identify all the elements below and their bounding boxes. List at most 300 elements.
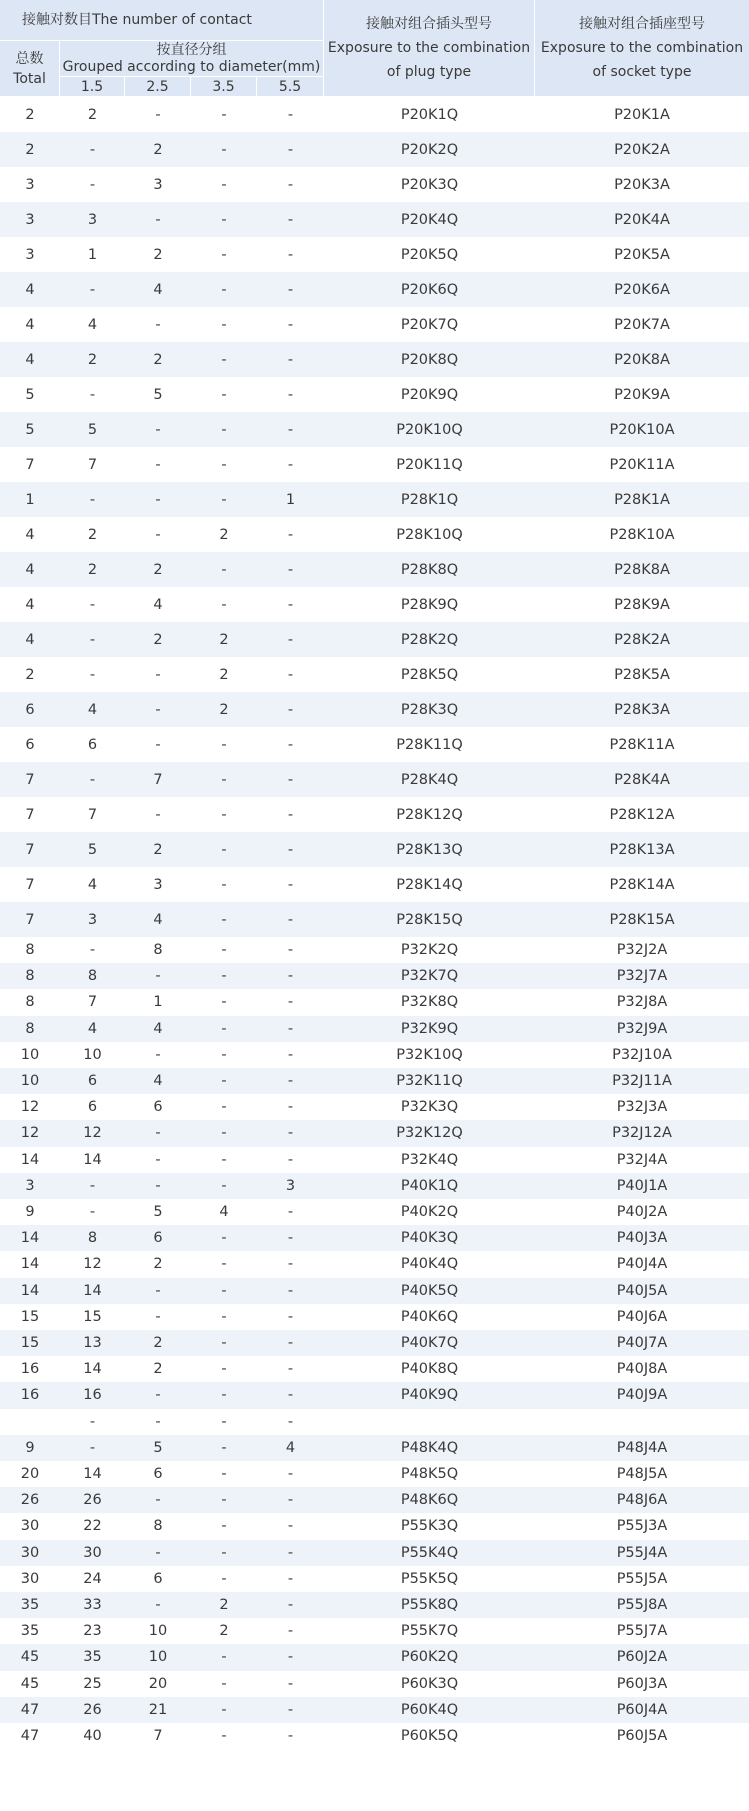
cell-d1-5: 13: [83, 1335, 102, 1352]
cell-socket-type: P40J5A: [616, 1282, 668, 1299]
cell-d3-5: -: [221, 1020, 227, 1037]
cell-d5-5: -: [287, 1597, 294, 1614]
cell-d2-5: -: [155, 106, 161, 123]
cell-d3-5: -: [221, 968, 227, 985]
cell-d1-5: 30: [83, 1544, 102, 1561]
cell-total: [0, 1409, 60, 1435]
cell-d5-5: -: [287, 106, 294, 123]
cell-d5-5: -: [287, 1544, 294, 1561]
cell-d5-5: -: [287, 841, 294, 858]
cell-d3-5: -: [221, 1361, 227, 1378]
cell-d5-5: -: [287, 994, 294, 1011]
cell-d3-5: 2: [219, 701, 229, 718]
cell-d2-5: 5: [153, 386, 163, 403]
cell-total: 47: [20, 1728, 40, 1745]
cell-d3-5: -: [221, 456, 227, 473]
cell-d1-5: 22: [83, 1518, 102, 1535]
cell-d3-5: -: [221, 1335, 227, 1352]
cell-plug-type: P20K11Q: [396, 456, 463, 473]
cell-socket-type: P55J3A: [616, 1518, 668, 1535]
cell-d5-5: -: [287, 1518, 294, 1535]
cell-total: 14: [20, 1230, 40, 1247]
cell-total: 8: [25, 994, 35, 1011]
cell-plug-type: P20K8Q: [400, 351, 459, 368]
cell-d3-5: -: [221, 176, 227, 193]
cell-d3-5: -: [221, 942, 227, 959]
cell-total: 35: [20, 1623, 40, 1640]
cell-d5-5: -: [287, 1335, 294, 1352]
cell-d2-5: 3: [153, 876, 163, 893]
cell-d5-5: -: [287, 666, 294, 683]
cell-plug-type: P20K4Q: [400, 211, 459, 228]
cell-d2-5: -: [155, 1492, 161, 1509]
cell-socket-type: P28K2A: [614, 631, 670, 648]
cell-d2-5: 8: [153, 1518, 163, 1535]
cell-d1-5: 3: [87, 211, 98, 228]
cell-d5-5: -: [287, 1728, 294, 1745]
cell-d1-5: -: [89, 666, 96, 683]
cell-socket-type: P20K7A: [614, 316, 670, 333]
cell-total: 7: [25, 876, 35, 893]
cell-socket-type: P32J10A: [612, 1046, 672, 1063]
cell-plug-type: P32K7Q: [400, 968, 459, 985]
cell-d1-5: 6: [87, 1099, 98, 1116]
cell-total: 2: [25, 666, 35, 683]
header-grouped-cn: 按直径分组: [156, 41, 227, 58]
cell-d5-5: -: [287, 631, 294, 648]
cell-plug-type: P32K4Q: [400, 1151, 459, 1168]
cell-plug-type: P28K13Q: [396, 841, 463, 858]
cell-socket-type: P32J8A: [616, 994, 668, 1011]
cell-d2-5: 2: [153, 841, 163, 858]
cell-d3-5: -: [221, 1256, 227, 1273]
cell-d3-5: 2: [219, 526, 229, 543]
cell-d5-5: -: [287, 806, 294, 823]
cell-socket-type: P28K1A: [614, 491, 670, 508]
cell-d3-5: -: [221, 911, 227, 928]
cell-total: 4: [25, 596, 35, 613]
cell-total: 3: [25, 246, 35, 263]
cell-plug-type: P28K5Q: [400, 666, 459, 683]
cell-plug-type: P32K3Q: [400, 1099, 459, 1116]
cell-d2-5: -: [155, 968, 161, 985]
cell-d1-5: 12: [83, 1256, 102, 1273]
cell-d2-5: -: [155, 666, 161, 683]
cell-plug-type: P20K5Q: [400, 246, 459, 263]
cell-plug-type: P40K7Q: [400, 1335, 459, 1352]
cell-socket-type: P40J7A: [616, 1335, 668, 1352]
cell-d2-5: -: [155, 736, 161, 753]
cell-total: 30: [20, 1544, 40, 1561]
cell-d5-5: -: [287, 176, 294, 193]
cell-d1-5: 6: [87, 1073, 98, 1090]
cell-total: 14: [20, 1282, 40, 1299]
cell-socket-type: P55J7A: [616, 1623, 668, 1640]
header-contact-count: 接触对数目The number of contact: [0, 0, 323, 40]
cell-plug-type: P20K10Q: [396, 421, 463, 438]
cell-d3-5: -: [221, 1387, 227, 1404]
cell-d5-5: -: [287, 1361, 294, 1378]
cell-socket-type: P40J2A: [616, 1204, 668, 1221]
cell-d3-5: -: [221, 596, 227, 613]
cell-d3-5: -: [221, 561, 227, 578]
cell-total: 45: [20, 1675, 40, 1692]
cell-d1-5: 33: [83, 1597, 102, 1614]
cell-d1-5: 10: [83, 1046, 102, 1063]
cell-d1-5: 15: [83, 1308, 102, 1325]
cell-plug-type: P55K4Q: [400, 1544, 459, 1561]
cell-socket-type: P32J11A: [612, 1073, 672, 1090]
cell-total: 7: [25, 771, 35, 788]
cell-d2-5: 6: [153, 1230, 163, 1247]
cell-total: 8: [25, 968, 35, 985]
cell-d2-5: 2: [153, 246, 163, 263]
header-diameter-3-5: 3.5: [191, 77, 256, 96]
cell-d5-5: -: [287, 596, 294, 613]
cell-plug-type: P28K15Q: [396, 911, 463, 928]
cell-socket-type: P60J4A: [616, 1701, 668, 1718]
header-socket-type: [535, 0, 749, 96]
cell-d2-5: 2: [153, 1335, 163, 1352]
cell-total: 30: [20, 1570, 40, 1587]
cell-plug-type: P28K4Q: [400, 771, 459, 788]
cell-d5-5: -: [287, 386, 294, 403]
cell-socket-type: P32J9A: [616, 1020, 668, 1037]
cell-d3-5: -: [221, 1649, 227, 1666]
cell-plug-type: P55K3Q: [400, 1518, 459, 1535]
cell-d2-5: 2: [153, 141, 163, 158]
cell-d5-5: -: [287, 1046, 294, 1063]
cell-total: 6: [25, 736, 35, 753]
cell-plug-type: P60K4Q: [400, 1701, 459, 1718]
cell-socket-type: P28K9A: [614, 596, 670, 613]
cell-total: 4: [25, 526, 35, 543]
cell-total: 47: [20, 1701, 40, 1718]
cell-d3-5: -: [221, 1492, 227, 1509]
cell-d3-5: -: [221, 106, 227, 123]
cell-d5-5: 3: [285, 1177, 296, 1194]
cell-d2-5: 2: [153, 631, 163, 648]
cell-socket-type: P20K1A: [614, 106, 670, 123]
cell-d2-5: -: [155, 491, 161, 508]
cell-total: 3: [25, 211, 35, 228]
cell-socket-type: P32J3A: [616, 1099, 668, 1116]
cell-plug-type: P40K2Q: [400, 1204, 459, 1221]
cell-d5-5: -: [287, 1492, 294, 1509]
cell-d2-5: 7: [153, 1728, 163, 1745]
cell-socket-type: P28K5A: [614, 666, 670, 683]
header-socket-cn: 接触对组合插座型号: [579, 16, 705, 32]
cell-plug-type: P40K6Q: [400, 1308, 459, 1325]
cell-d5-5: -: [287, 1099, 294, 1116]
cell-d1-5: 2: [87, 351, 98, 368]
cell-d2-5: 8: [153, 942, 163, 959]
cell-d2-5: -: [155, 1125, 161, 1142]
cell-d2-5: 4: [153, 1020, 163, 1037]
cell-d1-5: -: [89, 596, 96, 613]
header-diameter-5-5: 5.5: [257, 77, 323, 96]
cell-d2-5: 2: [153, 561, 163, 578]
cell-d1-5: 40: [83, 1728, 102, 1745]
cell-total: 20: [20, 1466, 40, 1483]
cell-plug-type: P32K10Q: [396, 1046, 463, 1063]
cell-d1-5: 14: [83, 1282, 102, 1299]
cell-d1-5: 25: [83, 1675, 102, 1692]
cell-d3-5: -: [221, 771, 227, 788]
cell-d2-5: -: [155, 1597, 161, 1614]
cell-d1-5: 2: [87, 561, 98, 578]
header-socket-en-line2: of socket type: [592, 64, 692, 80]
cell-d5-5: -: [287, 1308, 294, 1325]
cell-d2-5: 1: [153, 994, 163, 1011]
cell-d2-5: 21: [148, 1701, 168, 1718]
cell-plug-type: P48K5Q: [400, 1466, 459, 1483]
cell-d2-5: 2: [153, 1256, 163, 1273]
cell-d1-5: 26: [83, 1492, 102, 1509]
header-plug-type: [324, 0, 534, 96]
cell-total: 5: [25, 386, 35, 403]
cell-total: 7: [25, 456, 35, 473]
cell-d3-5: -: [221, 1518, 227, 1535]
cell-d3-5: -: [221, 491, 227, 508]
cell-d2-5: 7: [153, 771, 163, 788]
cell-socket-type: P28K10A: [609, 526, 675, 543]
cell-d2-5: -: [155, 701, 161, 718]
cell-socket-type: P40J1A: [616, 1177, 668, 1194]
cell-d5-5: -: [287, 1570, 294, 1587]
cell-total: 10: [20, 1046, 40, 1063]
cell-d5-5: -: [287, 1230, 294, 1247]
cell-socket-type: P32J4A: [616, 1151, 668, 1168]
cell-total: 8: [25, 1020, 35, 1037]
cell-d3-5: -: [221, 1099, 227, 1116]
cell-plug-type: P32K2Q: [400, 942, 459, 959]
cell-socket-type: P20K6A: [614, 281, 670, 298]
cell-d2-5: -: [155, 1282, 161, 1299]
cell-socket-type: P28K11A: [609, 736, 675, 753]
cell-d3-5: -: [221, 1151, 227, 1168]
cell-d3-5: -: [221, 281, 227, 298]
cell-total: 2: [25, 141, 35, 158]
cell-d5-5: -: [287, 316, 294, 333]
cell-d2-5: -: [155, 1046, 161, 1063]
header-total-cn: 总数: [15, 50, 44, 67]
cell-plug-type: P20K6Q: [400, 281, 459, 298]
cell-total: 30: [20, 1518, 40, 1535]
cell-d5-5: -: [287, 1020, 294, 1037]
cell-d5-5: -: [287, 1623, 294, 1640]
cell-d5-5: -: [287, 1073, 294, 1090]
cell-d5-5: -: [287, 1466, 294, 1483]
cell-d1-5: -: [89, 281, 96, 298]
cell-d1-5: 24: [83, 1570, 102, 1587]
cell-socket-type: P60J3A: [616, 1675, 668, 1692]
cell-d1-5: 26: [83, 1701, 102, 1718]
cell-d3-5: -: [221, 1230, 227, 1247]
cell-d5-5: -: [287, 211, 294, 228]
cell-d1-5: 6: [87, 736, 98, 753]
cell-d1-5: 2: [87, 526, 98, 543]
cell-d1-5: 5: [87, 841, 98, 858]
cell-d5-5: 1: [285, 491, 296, 508]
cell-total: 16: [20, 1387, 40, 1404]
cell-d1-5: 12: [83, 1125, 102, 1142]
cell-total: 9: [25, 1204, 35, 1221]
cell-d1-5: 7: [87, 994, 98, 1011]
cell-total: 3: [25, 1177, 35, 1194]
cell-d5-5: -: [287, 281, 294, 298]
cell-d3-5: -: [221, 1046, 227, 1063]
cell-d1-5: 2: [87, 106, 98, 123]
cell-plug-type: P48K4Q: [400, 1439, 459, 1456]
cell-plug-type: P28K3Q: [400, 701, 459, 718]
cell-d2-5: -: [155, 1151, 161, 1168]
cell-plug-type: [324, 1409, 535, 1435]
cell-d2-5: -: [155, 1413, 161, 1430]
cell-d1-5: -: [89, 141, 96, 158]
cell-plug-type: P28K14Q: [396, 876, 463, 893]
cell-plug-type: P20K1Q: [400, 106, 459, 123]
cell-socket-type: P28K3A: [614, 701, 670, 718]
cell-d1-5: 8: [87, 968, 98, 985]
cell-socket-type: P20K5A: [614, 246, 670, 263]
cell-d3-5: -: [221, 316, 227, 333]
cell-d3-5: 2: [219, 1597, 229, 1614]
cell-socket-type: [535, 1409, 749, 1435]
cell-d1-5: 14: [83, 1151, 102, 1168]
cell-d3-5: -: [221, 1570, 227, 1587]
cell-socket-type: P28K4A: [614, 771, 670, 788]
cell-d2-5: -: [155, 1544, 161, 1561]
cell-plug-type: P32K9Q: [400, 1020, 459, 1037]
cell-d1-5: -: [89, 386, 96, 403]
header-grouped: [60, 41, 323, 76]
cell-socket-type: P20K9A: [614, 386, 670, 403]
cell-d3-5: -: [221, 806, 227, 823]
cell-socket-type: P20K2A: [614, 141, 670, 158]
cell-socket-type: P48J6A: [616, 1492, 668, 1509]
cell-d2-5: -: [155, 421, 161, 438]
cell-total: 1: [25, 491, 35, 508]
cell-d5-5: -: [287, 968, 294, 985]
cell-total: 7: [25, 911, 35, 928]
cell-d2-5: 6: [153, 1466, 163, 1483]
cell-d5-5: -: [287, 736, 294, 753]
cell-socket-type: P28K8A: [614, 561, 670, 578]
cell-plug-type: P20K7Q: [400, 316, 459, 333]
cell-d5-5: -: [287, 911, 294, 928]
cell-d3-5: -: [221, 141, 227, 158]
cell-d5-5: -: [287, 1151, 294, 1168]
cell-plug-type: P60K2Q: [400, 1649, 459, 1666]
cell-d3-5: -: [221, 994, 227, 1011]
cell-d5-5: -: [287, 1387, 294, 1404]
cell-socket-type: P60J2A: [616, 1649, 668, 1666]
cell-socket-type: P28K15A: [609, 911, 675, 928]
header-total-en: Total: [13, 70, 46, 87]
cell-socket-type: P40J6A: [616, 1308, 668, 1325]
cell-total: 9: [25, 1439, 35, 1456]
cell-d3-5: 2: [219, 666, 229, 683]
cell-socket-type: P40J3A: [616, 1230, 668, 1247]
cell-total: 3: [25, 176, 35, 193]
cell-d3-5: -: [221, 1544, 227, 1561]
cell-d2-5: 10: [148, 1649, 168, 1666]
cell-socket-type: P20K10A: [609, 421, 675, 438]
cell-d2-5: 2: [153, 1361, 163, 1378]
cell-d5-5: -: [287, 421, 294, 438]
cell-d5-5: -: [287, 1675, 294, 1692]
cell-total: 7: [25, 841, 35, 858]
cell-d2-5: 4: [153, 1073, 163, 1090]
cell-plug-type: P60K3Q: [400, 1675, 459, 1692]
cell-d1-5: -: [89, 491, 96, 508]
cell-d2-5: 4: [153, 596, 163, 613]
cell-d1-5: 7: [87, 806, 98, 823]
cell-total: 4: [25, 631, 35, 648]
cell-socket-type: P28K14A: [609, 876, 675, 893]
cell-d3-5: -: [221, 421, 227, 438]
cell-plug-type: P28K8Q: [400, 561, 459, 578]
cell-plug-type: P28K9Q: [400, 596, 459, 613]
cell-plug-type: P20K3Q: [400, 176, 459, 193]
cell-d3-5: -: [221, 386, 227, 403]
cell-d1-5: 5: [87, 421, 98, 438]
cell-socket-type: P40J9A: [616, 1387, 668, 1404]
cell-total: 5: [25, 421, 35, 438]
cell-d3-5: -: [221, 736, 227, 753]
cell-d1-5: -: [89, 1204, 96, 1221]
cell-d2-5: -: [155, 1177, 161, 1194]
cell-d1-5: 7: [87, 456, 98, 473]
cell-d2-5: 4: [153, 281, 163, 298]
cell-plug-type: P28K11Q: [396, 736, 463, 753]
cell-d3-5: -: [221, 841, 227, 858]
cell-d3-5: 2: [219, 1623, 229, 1640]
cell-d1-5: -: [89, 1439, 96, 1456]
cell-plug-type: P48K6Q: [400, 1492, 459, 1509]
cell-plug-type: P32K11Q: [396, 1073, 463, 1090]
cell-d1-5: -: [89, 1177, 96, 1194]
cell-d1-5: -: [89, 1413, 96, 1430]
cell-plug-type: P40K9Q: [400, 1387, 459, 1404]
cell-plug-type: P40K8Q: [400, 1361, 459, 1378]
cell-socket-type: P28K12A: [609, 806, 675, 823]
cell-d5-5: -: [287, 701, 294, 718]
cell-d5-5: -: [287, 1413, 294, 1430]
cell-d5-5: -: [287, 1282, 294, 1299]
cell-plug-type: P55K8Q: [400, 1597, 459, 1614]
cell-total: 45: [20, 1649, 40, 1666]
cell-d3-5: -: [221, 246, 227, 263]
cell-d2-5: -: [155, 211, 161, 228]
cell-d2-5: -: [155, 316, 161, 333]
cell-total: 14: [20, 1256, 40, 1273]
cell-d3-5: -: [221, 1125, 227, 1142]
cell-total: 10: [20, 1073, 40, 1090]
cell-d3-5: -: [221, 211, 227, 228]
cell-d1-5: 14: [83, 1361, 102, 1378]
cell-d5-5: -: [287, 1204, 294, 1221]
cell-plug-type: P60K5Q: [400, 1728, 459, 1745]
cell-d1-5: 1: [87, 246, 98, 263]
cell-plug-type: P40K5Q: [400, 1282, 459, 1299]
header-diameter-1-5: 1.5: [60, 77, 124, 96]
cell-socket-type: P20K8A: [614, 351, 670, 368]
cell-d3-5: -: [221, 1466, 227, 1483]
cell-plug-type: P32K8Q: [400, 994, 459, 1011]
cell-plug-type: P28K10Q: [396, 526, 463, 543]
